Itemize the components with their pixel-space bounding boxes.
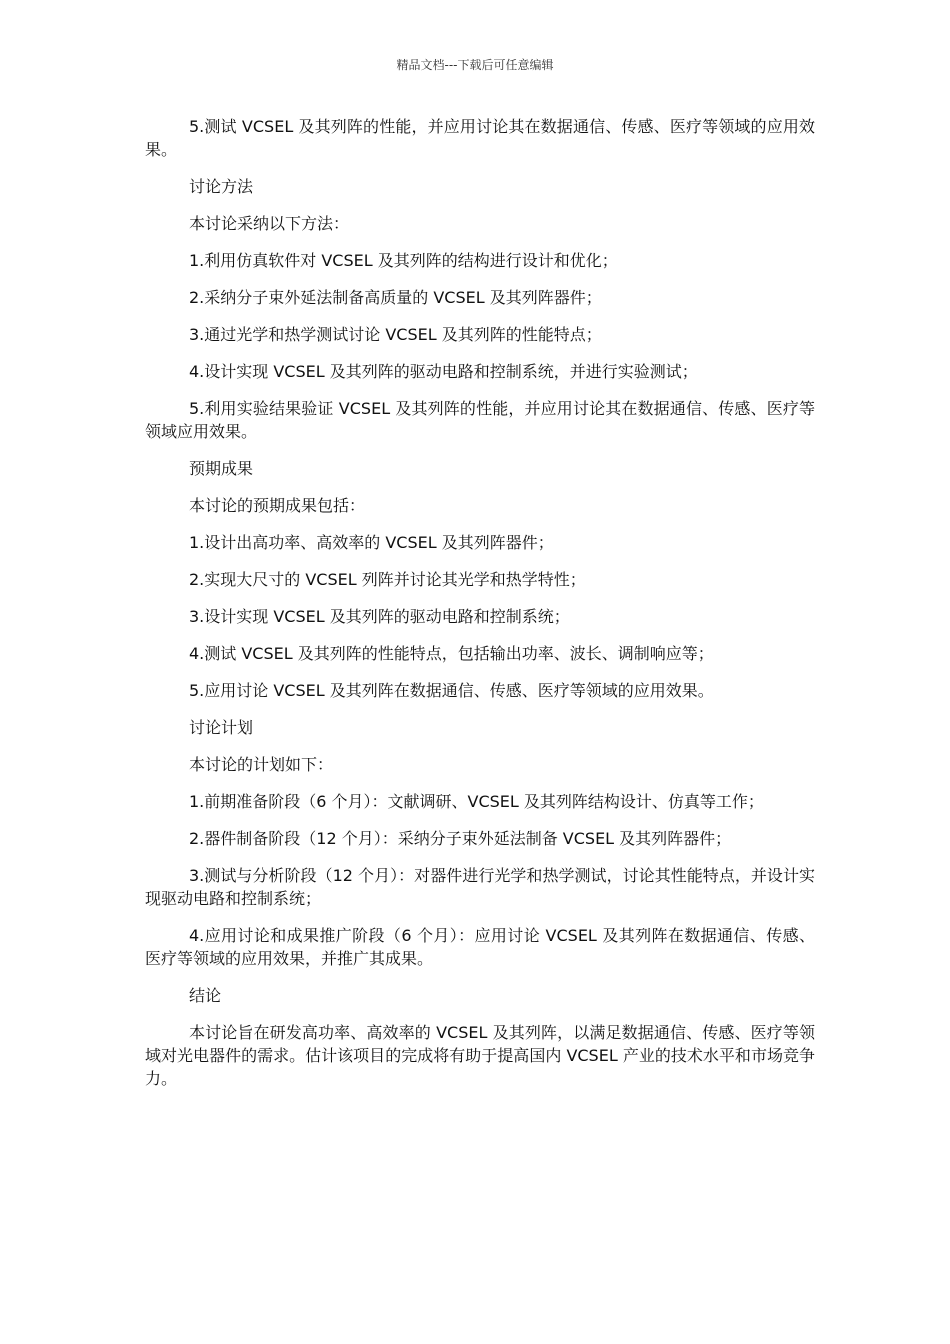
list-item: 5.利用实验结果验证 VCSEL 及其列阵的性能，并应用讨论其在数据通信、传感、医疗等领域应用效果。 [145, 399, 815, 441]
paragraph: 本讨论旨在研发高功率、高效率的 VCSEL 及其列阵，以满足数据通信、传感、医疗等领域对光电器件的需求。估计该项目的完成将有助于提高国内 VCSEL 产业的技术水平和市场竞争力。 [145, 1023, 815, 1088]
paragraph: 本讨论采纳以下方法： [189, 214, 350, 233]
page-header: 精品文档---下载后可任意编辑 [396, 58, 554, 72]
list-item: 4.测试 VCSEL 及其列阵的性能特点，包括输出功率、波长、调制响应等； [189, 644, 714, 663]
list-item: 1.前期准备阶段（6 个月）：文献调研、VCSEL 及其列阵结构设计、仿真等工作； [189, 792, 764, 811]
section-heading: 结论 [189, 986, 222, 1005]
paragraph: 5.测试 VCSEL 及其列阵的性能，并应用讨论其在数据通信、传感、医疗等领域的应用效果。 [145, 117, 815, 159]
list-item: 3.测试与分析阶段（12 个月）：对器件进行光学和热学测试，讨论其性能特点，并设计实现驱动电路和控制系统； [145, 866, 815, 908]
list-item: 1.设计出高功率、高效率的 VCSEL 及其列阵器件； [189, 533, 554, 552]
list-item: 2.器件制备阶段（12 个月）：采纳分子束外延法制备 VCSEL 及其列阵器件； [189, 829, 732, 848]
list-item: 4.应用讨论和成果推广阶段（6 个月）：应用讨论 VCSEL 及其列阵在数据通信、传感、医疗等领域的应用效果，并推广其成果。 [145, 926, 815, 968]
list-item: 2.实现大尺寸的 VCSEL 列阵并讨论其光学和热学特性； [189, 570, 586, 589]
document-body [145, 115, 815, 1104]
paragraph: 本讨论的计划如下： [189, 755, 334, 774]
paragraph: 本讨论的预期成果包括： [189, 496, 366, 515]
section-heading: 讨论计划 [189, 718, 254, 737]
list-item: 3.通过光学和热学测试讨论 VCSEL 及其列阵的性能特点； [189, 325, 602, 344]
list-item: 2.采纳分子束外延法制备高质量的 VCSEL 及其列阵器件； [189, 288, 602, 307]
list-item: 3.设计实现 VCSEL 及其列阵的驱动电路和控制系统； [189, 607, 570, 626]
list-item: 1.利用仿真软件对 VCSEL 及其列阵的结构进行设计和优化； [189, 251, 618, 270]
section-heading: 讨论方法 [189, 177, 254, 196]
section-heading: 预期成果 [189, 459, 254, 478]
list-item: 5.应用讨论 VCSEL 及其列阵在数据通信、传感、医疗等领域的应用效果。 [189, 681, 714, 700]
list-item: 4.设计实现 VCSEL 及其列阵的驱动电路和控制系统，并进行实验测试； [189, 362, 698, 381]
